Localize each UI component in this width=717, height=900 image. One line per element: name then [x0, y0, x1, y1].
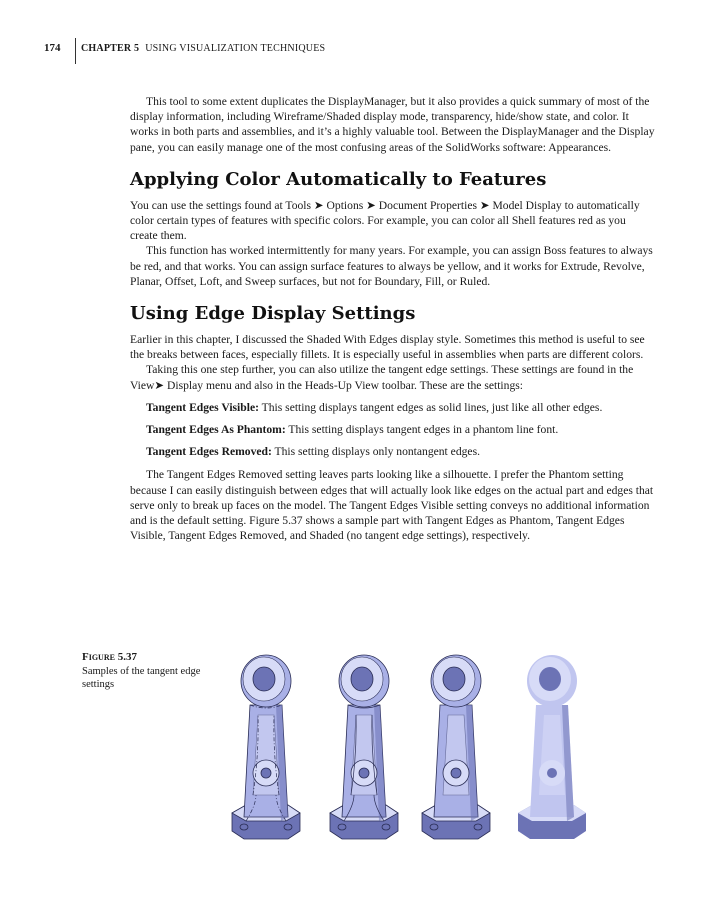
header-divider	[75, 38, 76, 64]
part-top-hole	[443, 667, 465, 691]
definition-term: Tangent Edges As Phantom:	[146, 423, 286, 437]
part-base-hole-right	[284, 824, 292, 830]
part-lower-hole	[359, 768, 369, 778]
intro-paragraph: This tool to some extent duplicates the DisplayManager, but it also provides a quick summary of most of the display information, including Wireframe/Shaded display mode, transparency, hide/show state, and color. It works in both parts and assemblies, and it’s a highly valuable tool. Between the DisplayManager and the Display pane, you can easily manage one of the most confusing areas of the SolidWorks software: Appearances.	[130, 95, 655, 154]
figure-label: Figure 5.37	[82, 651, 137, 663]
section-heading-color: Applying Color Automatically to Features	[130, 168, 547, 190]
definition-term: Tangent Edges Removed:	[146, 445, 272, 459]
part-lower-hole	[547, 768, 557, 778]
part-top-hole	[539, 667, 561, 691]
part-top-hole	[351, 667, 373, 691]
definition-text: This setting displays only nontangent edges.	[274, 445, 480, 459]
definition-phantom	[146, 422, 656, 437]
part-top-hole	[253, 667, 275, 691]
part-base-hole-right	[474, 824, 482, 830]
part-base-hole-left	[430, 824, 438, 830]
figure-caption	[82, 651, 212, 692]
page-header	[0, 38, 717, 64]
section2-paragraph-1: Earlier in this chapter, I discussed the Shaded With Edges display style. Sometimes this method is useful to see the breaks between faces, especially fillets. It is especially useful in assemblies when parts are different colors.	[130, 333, 645, 362]
part-base-hole-right	[382, 824, 390, 830]
part-lower-hole	[261, 768, 271, 778]
part-visible-edges	[324, 645, 402, 845]
definition-text: This setting displays tangent edges in a phantom line font.	[288, 423, 559, 437]
part-phantom-edges	[226, 645, 304, 845]
definition-removed	[146, 444, 656, 459]
section1-paragraph-1: You can use the settings found at Tools ➤ Options ➤ Document Properties ➤ Model Display to automatically color certain types of features with specific colors. For example, you can color all Shell features red as you create them.	[130, 198, 640, 243]
part-base-hole-left	[526, 824, 534, 830]
definition-text: This setting displays tangent edges as solid lines, just like all other edges.	[261, 400, 603, 414]
page-number: 174	[44, 42, 61, 54]
part-base-hole-left	[240, 824, 248, 830]
definition-visible	[146, 400, 656, 415]
chapter-title: USING VISUALIZATION TECHNIQUES	[145, 43, 326, 54]
section1-paragraph-2: This function has worked intermittently for many years. For example, you can assign Boss features to always be red, and that works. You can assign surface features to always be yellow, and it works for Extrude, Revolve, Planar, Offset, Loft, and Sweep surfaces, but not for Boundary, Fill, or Ruled.	[130, 244, 653, 288]
section2-paragraph-2: Taking this one step further, you can also utilize the tangent edge settings. These settings are found in the View➤ Display menu and also in the Heads-Up View toolbar. These are the settings:	[130, 363, 634, 392]
part-base-hole-left	[338, 824, 346, 830]
running-head	[81, 43, 325, 54]
part-base-hole-right	[570, 824, 578, 830]
part-shaded	[512, 645, 590, 845]
section2-paragraph-3: The Tangent Edges Removed setting leaves parts looking like a silhouette. I prefer the Phantom setting because I can easily distinguish between edges that will actually look like edges on the actual part and edges that serve only to break up faces on the model. The Tangent Edges Visible setting conveys no additional information and is the default setting. Figure 5.37 shows a sample part with Tangent Edges as Phantom, Tangent Edges Visible, Tangent Edges Removed, and Shaded (no tangent edge settings), respectively.	[130, 468, 654, 543]
part-removed-edges	[416, 645, 494, 845]
definition-term: Tangent Edges Visible:	[146, 400, 259, 414]
main-content	[130, 94, 656, 543]
figure-tangent-edge-samples	[226, 645, 538, 845]
figure-caption-text: Samples of the tangent edge settings	[82, 665, 201, 690]
part-lower-hole	[451, 768, 461, 778]
chapter-label: CHAPTER 5	[81, 43, 140, 54]
section-heading-edges: Using Edge Display Settings	[130, 303, 416, 325]
